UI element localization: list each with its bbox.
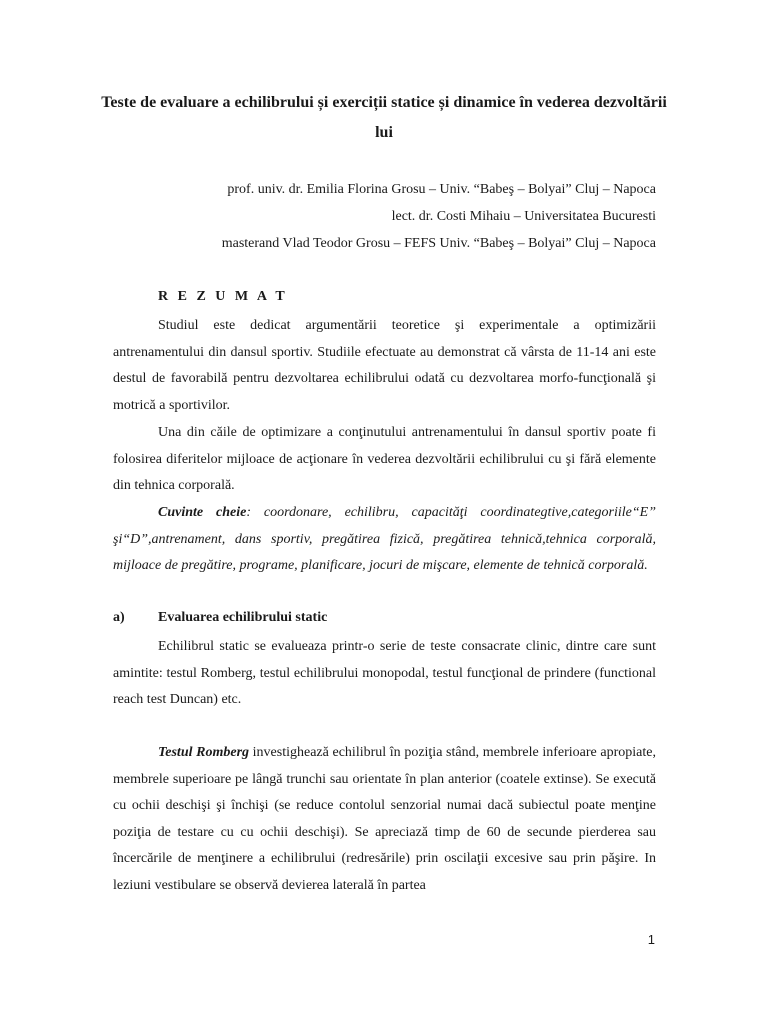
section-a-paragraph-2 [113,740,656,899]
section-a-title: Evaluarea echilibrului static [158,610,328,625]
author-line-1: prof. univ. dr. Emilia Florina Grosu – Univ. “Babeş – Bolyai” Cluj – Napoca [227,182,656,197]
keywords-label: Cuvinte cheie [158,505,247,520]
romberg-label: Testul Romberg [158,745,250,760]
keywords-text: : coordonare, echilibru, capacităţi coordinategtive,categoriile“E” şi“D”,antrenament, dans sportiv, pregătirea fizică, pregătirea tehnică,tehnica corporală, mijloace de pregătire, programe, planificare, jocuri de mişcare, elemente de tehnică corporală. [113,505,657,573]
rezumat-paragraph-2: Una din căile de optimizare a conţinutului antrenamentului în dansul sportiv poate fi folosirea diferitelor mijloace de acţionare în vederea dezvoltării echilibrului cu şi fără elemente din tehnica corporală. [113,425,656,493]
author-line-3: masterand Vlad Teodor Grosu – FEFS Univ. “Babeş – Bolyai” Cluj – Napoca [221,236,656,251]
section-a-paragraph-1: Echilibrul static se evalueaza printr-o serie de teste consacrate clinic, dintre care sunt amintite: testul Romberg, testul echilibrului monopodal, testul funcţional de prindere (functional reach test Duncan) etc. [113,639,656,707]
page-number: 1 [647,932,655,947]
keywords-paragraph [113,500,656,580]
document-title: Teste de evaluare a echilibrului și exerciții statice și dinamice în vederea dezvoltării lui [101,94,667,141]
rezumat-heading: R E Z U M A T [158,289,288,304]
romberg-text: investighează echilibrul în poziţia stând, membrele inferioare apropiate, membrele superioare pe lângă trunchi sau orientate în plan anterior (coatele extinse). Se execută cu ochii deschişi şi închişi (se reduce contolul senzorial numai dacă subiectul poate menţine poziţia de testare cu cu ochii deschişi). Se apreciază timp de 60 de secunde pierderea sau încercările de menţinere a echilibrului (redresările) prin oscilaţii excesive sau prin păşire. In leziuni vestibulare se observă devierea laterală în partea [113,745,656,893]
author-line-2: lect. dr. Costi Mihaiu – Universitatea Bucuresti [391,209,656,224]
section-a-marker: a) [113,610,125,625]
rezumat-paragraph-1: Studiul este dedicat argumentării teoretice şi experimentale a optimizării antrenamentului din dansul sportiv. Studiile efectuate au demonstrat că vârsta de 11-14 ani este destul de favorabilă pentru dezvoltarea echilibrului odată cu dezvoltarea morfo-funcţională şi motrică a sportivilor. [113,318,656,413]
